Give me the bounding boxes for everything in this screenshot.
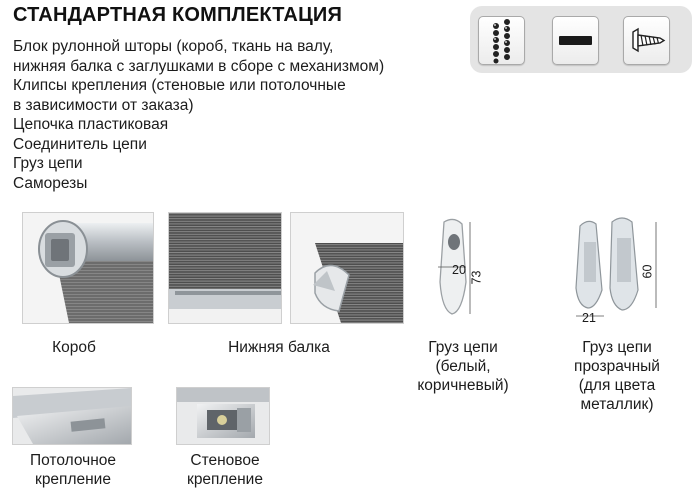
description-line: Саморезы	[13, 174, 88, 192]
clear-weight-width-label: 21	[582, 311, 596, 325]
page-title: СТАНДАРТНАЯ КОМПЛЕКТАЦИЯ	[13, 4, 343, 26]
wall-mount-caption: Стеновое крепление	[187, 452, 263, 488]
icon-panel	[470, 6, 692, 73]
description-line: нижняя балка с заглушками в сборе с механизмом)	[13, 57, 385, 75]
description-line: Клипсы крепления (стеновые или потолочные	[13, 77, 346, 94]
ceiling-mount-photo	[12, 387, 132, 445]
weight-width-label: 20	[452, 263, 466, 277]
box-caption: Короб	[52, 339, 96, 356]
chain-icon	[478, 16, 525, 65]
screw-icon	[623, 16, 670, 65]
bottom-bar-caption: Нижняя балка	[228, 339, 330, 356]
end-cap-photo	[290, 212, 404, 324]
fabric-photo	[168, 212, 282, 324]
description-line: в зависимости от заказа)	[13, 96, 194, 114]
wall-mount-photo	[176, 387, 270, 445]
clear-weight-caption: Груз цепи прозрачный (для цвета металлик)	[574, 339, 660, 413]
description-line: Блок рулонной шторы (короб, ткань на валу,	[13, 38, 334, 55]
description-line: Цепочка пластиковая	[13, 116, 169, 133]
description-line: Груз цепи	[13, 155, 83, 172]
description-line: Соединитель цепи	[13, 135, 147, 153]
weight-height-label: 73	[469, 270, 484, 285]
box-photo	[22, 212, 154, 324]
connector-icon	[552, 16, 599, 65]
clear-weight-height-label: 60	[640, 264, 655, 279]
ceiling-mount-caption: Потолочное крепление	[30, 452, 116, 488]
chain-weight-caption: Груз цепи (белый, коричневый)	[417, 339, 509, 394]
kit-description	[13, 37, 384, 193]
